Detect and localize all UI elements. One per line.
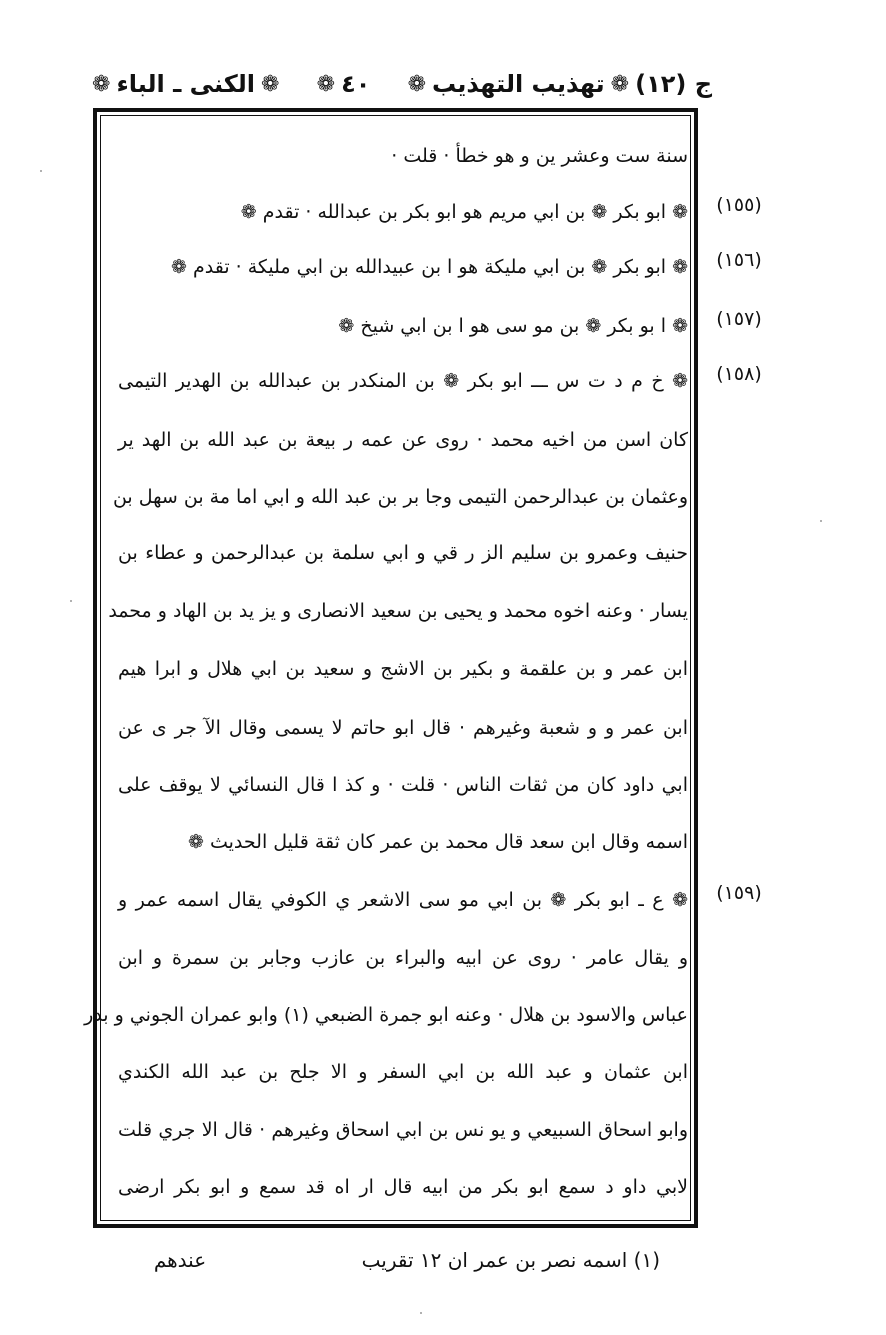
entry-number-155: (١٥٥): [716, 194, 762, 216]
text-line: ابي داود كان من ثقات الناس · قلت · و كذ ا قال النسائي لا يوقف على: [118, 774, 688, 796]
entry-number-158: (١٥٨): [716, 363, 762, 385]
ornament-icon: ❁: [92, 71, 111, 97]
entry-number-156: (١٥٦): [716, 249, 762, 271]
ornament-icon: ❁: [260, 71, 280, 97]
text-line: سنة ست وعشر ين و هو خطأ · قلت ·: [391, 145, 688, 167]
text-line: ابن عمر و و شعبة وغيرهم · قال ابو حاتم لا يسمى وقال الآ جر ى عن: [118, 717, 688, 739]
header-volume: ج (١٢): [635, 70, 712, 98]
text-line: ابن عمر و بن علقمة و بكير بن الاشج و سعيد بن ابي هلال و ابرا هيم: [118, 658, 688, 680]
ornament-icon: ❁: [610, 71, 630, 97]
text-line: و يقال عامر · روى عن ابيه والبراء بن عازب وجابر بن سمرة و ابن: [118, 947, 688, 969]
header-page-seg: [317, 70, 371, 98]
ornament-icon: ❁: [407, 71, 427, 97]
header-section: الكنى ـ الباء: [116, 70, 255, 98]
text-line: ❁ خ م د ت س ـــ ابو بكر ❁ بن المنكدر بن عبدالله بن الهدير التيمى: [118, 370, 688, 392]
text-line: ❁ ع ـ ابو بكر ❁ بن ابي مو سى الاشعر ي الكوفي يقال اسمه عمر و: [118, 889, 688, 911]
header-page-number: ٤٠: [341, 70, 371, 98]
entry-number-157: (١٥٧): [716, 308, 762, 330]
catchword: عندهم: [153, 1248, 207, 1272]
text-line: وابو اسحاق السبيعي و يو نس بن ابي اسحاق وغيرهم · قال الا جري قلت: [118, 1119, 688, 1141]
footnote: (١) اسمه نصر بن عمر ان ١٢ تقريب: [361, 1248, 660, 1272]
text-line: يسار · وعنه اخوه محمد و يحيى بن سعيد الانصارى و يز يد بن الهاد و محمد: [108, 600, 688, 622]
text-line: اسمه وقال ابن سعد قال محمد بن عمر كان ثقة قليل الحديث ❁: [188, 831, 688, 853]
text-line: كان اسن من اخيه محمد · روى عن عمه ر بيعة بن عبد الله بن الهد ير: [118, 429, 688, 451]
text-line: ابن عثمان و عبد الله بن ابي السفر و الا جلح بن عبد الله الكندي: [118, 1061, 688, 1083]
header-section-seg: [92, 70, 279, 98]
scan-speck: [70, 600, 72, 602]
scan-speck: [820, 520, 822, 522]
entry-number-159: (١٥٩): [716, 882, 762, 904]
running-header: [92, 62, 712, 106]
ornament-icon: ❁: [316, 71, 336, 97]
header-book-title: تهذيب التهذيب: [432, 70, 605, 98]
scan-speck: [40, 170, 42, 172]
text-line: عباس والاسود بن هلال · وعنه ابو جمرة الضبعي (١) وابو عمران الجوني و بدر: [84, 1004, 688, 1026]
text-line: ❁ ا بو بكر ❁ بن مو سى هو ا بن ابي شيخ ❁: [338, 315, 688, 337]
text-line: لابي داو د سمع ابو بكر من ابيه قال ار اه قد سمع و ابو بكر ارضى: [118, 1176, 688, 1198]
text-line: وعثمان بن عبدالرحمن التيمى وجا بر بن عبد الله و ابي اما مة بن سهل بن: [112, 486, 688, 508]
text-line: ❁ ابو بكر ❁ بن ابي مليكة هو ا بن عبيدالله بن ابي مليكة · تقدم ❁: [171, 256, 688, 278]
scan-speck: [420, 1312, 422, 1314]
text-line: ❁ ابو بكر ❁ بن ابي مريم هو ابو بكر بن عبدالله · تقدم ❁: [240, 201, 688, 223]
text-line: حنيف وعمرو بن سليم الز ر قي و ابي سلمة بن عبدالرحمن و عطاء بن: [118, 542, 688, 564]
header-volume-seg: [408, 70, 712, 98]
